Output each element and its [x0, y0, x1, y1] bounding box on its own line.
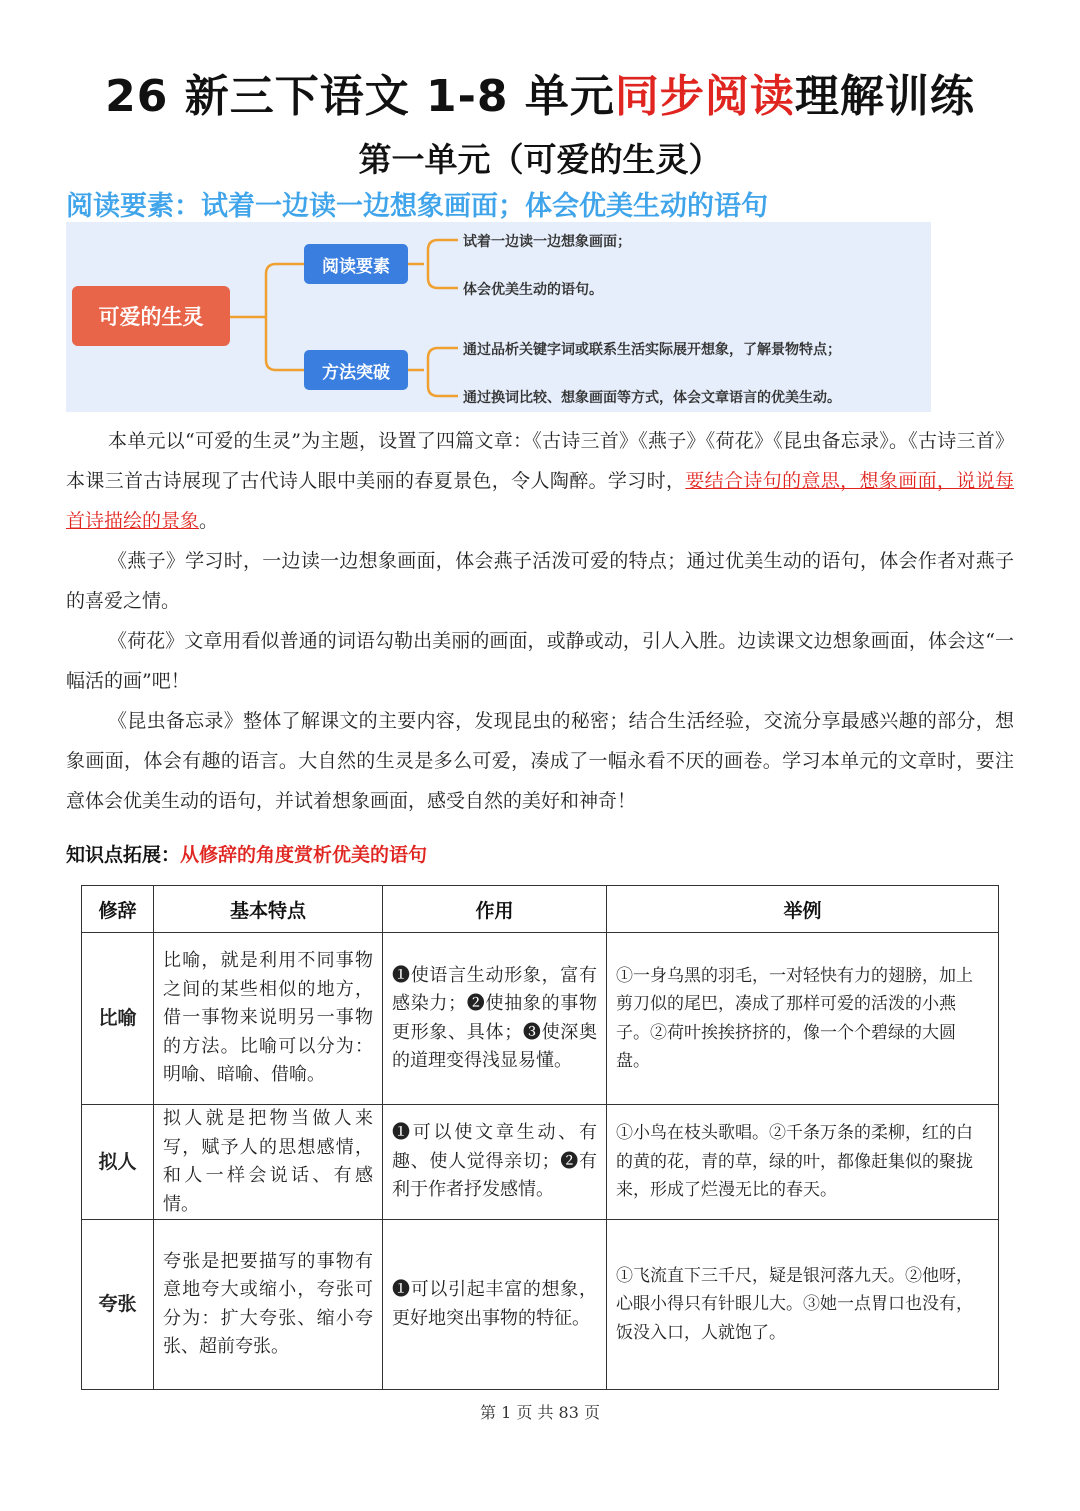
- rhetoric-effect: ❶可以使文章生动、有趣、使人觉得亲切；❷有利于作者抒发感情。: [383, 1105, 607, 1220]
- knowledge-heading: [66, 840, 427, 867]
- header-effect: 作用: [383, 886, 607, 933]
- mind-map-leaf: 试着一边读一边想象画面；: [463, 234, 631, 250]
- rhetoric-example: ①飞流直下三千尺，疑是银河落九天。②他呀，心眼小得只有针眼儿大。③她一点胃口也没有，饭没入口，人就饱了。: [607, 1220, 999, 1390]
- mind-map-branch-reading: 阅读要素: [304, 244, 408, 284]
- table-row: [82, 933, 999, 1105]
- rhetoric-name: 拟人: [82, 1105, 154, 1220]
- rhetoric-name: 比喻: [82, 933, 154, 1105]
- unit-subtitle: 第一单元（可爱的生灵）: [358, 140, 722, 179]
- title-highlight: 同步阅读: [614, 71, 795, 122]
- connector-branch-1-leaves: [428, 240, 458, 288]
- mind-map-leaf: 体会优美生动的语句。: [463, 282, 603, 298]
- rhetoric-effect: ❶使语言生动形象，富有感染力；❷使抽象的事物更形象、具体；❸使深奥的道理变得浅显易懂。: [383, 933, 607, 1105]
- table-row: [82, 1105, 999, 1220]
- connector-branch-2-leaves: [428, 348, 458, 396]
- reading-element-heading: 阅读要素：试着一边读一边想象画面；体会优美生动的语句: [66, 191, 768, 222]
- mind-map-leaf: 通过换词比较、想象画面等方式，体会文章语言的优美生动。: [463, 390, 841, 406]
- intro-text: 本单元以“可爱的生灵”为主题，设置了四篇文章：《古诗三首》《燕子》《荷花》《昆虫备忘录》。《古诗三首》本课三首古诗展现了古代诗人眼中美丽的春夏景色，令人陶醉。学习时，: [66, 430, 1014, 492]
- rhetoric-table: [81, 885, 999, 1390]
- mind-map: [66, 222, 931, 412]
- rhetoric-feature: 夸张是把要描写的事物有意地夸大或缩小，夸张可分为：扩大夸张、缩小夸张、超前夸张。: [154, 1220, 383, 1390]
- intro-highlight: 要结合诗句的意思，想象画面，说说每首诗描绘的景象: [66, 470, 1014, 532]
- title-prefix: 26 新三下语文 1-8 单元: [105, 71, 615, 122]
- intro-paragraph: [66, 421, 1014, 541]
- header-rhetoric: 修辞: [82, 886, 154, 933]
- mind-map-root: 可爱的生灵: [72, 286, 230, 346]
- intro-end: 。: [199, 510, 219, 532]
- mind-map-leaf: 通过品析关键字词或联系生活实际展开想象，了解景物特点；: [463, 342, 841, 358]
- mind-map-branch-method: 方法突破: [304, 350, 408, 390]
- rhetoric-example: ①小鸟在枝头歌唱。②千条万条的柔柳，红的白的黄的花，青的草，绿的叶，都像赶集似的聚拢来，形成了烂漫无比的春天。: [607, 1105, 999, 1220]
- header-feature: 基本特点: [154, 886, 383, 933]
- rhetoric-feature: 拟人就是把物当做人来写，赋予人的思想感情，和人一样会说话、有感情。: [154, 1105, 383, 1220]
- paragraph-swallow: 《燕子》学习时，一边读一边想象画面，体会燕子活泼可爱的特点；通过优美生动的语句，体会作者对燕子的喜爱之情。: [66, 550, 1014, 612]
- rhetoric-effect: ❶可以引起丰富的想象，更好地突出事物的特征。: [383, 1220, 607, 1390]
- rhetoric-name: 夸张: [82, 1220, 154, 1390]
- paragraph-insects: 《昆虫备忘录》整体了解课文的主要内容，发现昆虫的秘密；结合生活经验，交流分享最感兴趣的部分，想象画面，体会有趣的语言。大自然的生灵是多么可爱，凑成了一幅永看不厌的画卷。学习本单元的文章时，要注意体会优美生动的语句，并试着想象画面，感受自然的美好和神奇！: [66, 710, 1014, 812]
- knowledge-label: 知识点拓展：: [66, 844, 181, 866]
- paragraph-lotus: 《荷花》文章用看似普通的词语勾勒出美丽的画面，或静或动，引人入胜。边读课文边想象画面，体会这“一幅活的画”吧！: [66, 630, 1014, 692]
- knowledge-topic: 从修辞的角度赏析优美的语句: [180, 844, 428, 866]
- connector-root-branches: [266, 264, 304, 370]
- page-number: 第 1 页 共 83 页: [480, 1403, 600, 1422]
- title-suffix: 理解训练: [794, 71, 975, 122]
- header-example: 举例: [607, 886, 999, 933]
- rhetoric-example: ①一身乌黑的羽毛，一对轻快有力的翅膀，加上剪刀似的尾巴，凑成了那样可爱的活泼的小燕子。②荷叶挨挨挤挤的，像一个个碧绿的大圆盘。: [607, 933, 999, 1105]
- table-header-row: [82, 886, 999, 933]
- rhetoric-feature: 比喻，就是利用不同事物之间的某些相似的地方，借一事物来说明另一事物的方法。比喻可以分为：明喻、暗喻、借喻。: [154, 933, 383, 1105]
- table-row: [82, 1220, 999, 1390]
- document-title: [0, 60, 1080, 124]
